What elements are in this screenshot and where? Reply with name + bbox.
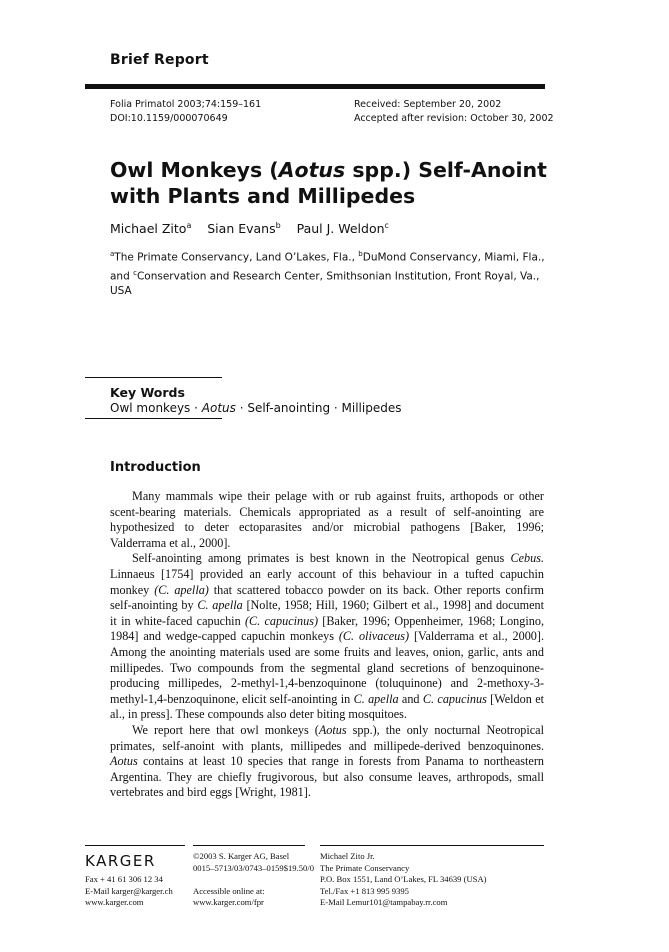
contact-email[interactable]: E-Mail Lemur101@tampabay.rr.com bbox=[320, 897, 448, 907]
journal-citation: Folia Primatol 2003;74:159–161 bbox=[110, 99, 262, 110]
accepted-date: Accepted after revision: October 30, 2002 bbox=[354, 113, 554, 124]
dates-block bbox=[354, 98, 554, 126]
received-date: Received: September 20, 2002 bbox=[354, 99, 502, 110]
author-list bbox=[110, 221, 389, 236]
correspondence-block bbox=[320, 851, 487, 909]
online-url-link[interactable]: www.karger.com/fpr bbox=[193, 897, 264, 907]
keywords-bottom-rule bbox=[85, 418, 222, 419]
keyword-separator: · bbox=[330, 401, 342, 415]
copyright: ©2003 S. Karger AG, Basel bbox=[193, 851, 290, 861]
online-label: Accessible online at: bbox=[193, 885, 265, 896]
affil-text: The Primate Conservancy, Land O’Lakes, Fla., bbox=[114, 251, 359, 264]
footer-rule bbox=[320, 845, 544, 846]
keywords-list bbox=[110, 401, 401, 415]
footer-rule bbox=[193, 845, 305, 846]
author-affil-mark: a bbox=[186, 221, 192, 230]
issn: 0015–5713/03/0743–0159$19.50/0 bbox=[193, 862, 315, 873]
affil-text: Conservation and Research Center, Smithsonian Institution, Front Royal, Va., USA bbox=[110, 270, 540, 297]
affil-mark: b bbox=[358, 250, 363, 258]
paragraph: Self-anointing among primates is best known in the Neotropical genus Cebus. Linnaeus [1754] provided an early account of this behaviour in a tufted capuchin monkey (C. apella) that scattered tobacco powder on its back. Other reports confirm self-anointing by C. apella [Nolte, 1958; Hill, 1960; Gilbert et al., 1998] and document it in white-faced capuchin (C. capucinus) [Baker, 1996; Oppenheimer, 1968; Longino, 1984] and wedge-capped capuchin monkeys (C. olivaceus) [Valderrama et al., 2000]. Among the anointing materials used are some fruits and leaves, onion, garlic, ants and millipedes. Two compounds from the segmental gland secretions of benzoquinone-producing millipedes, 2-methyl-1,4-benzoquinone (toluquinone) and 2-methoxy-3-methyl-1,4-benzoquinone, elicit self-anointing in C. apella and C. capucinus [Weldon et al., in press]. These compounds also deter biting mosquitoes. bbox=[110, 551, 544, 722]
contact-address: P.O. Box 1551, Land O’Lakes, FL 34639 (USA) bbox=[320, 874, 487, 884]
publisher-logo: KARGER bbox=[85, 852, 156, 870]
author-name: Paul J. Weldon bbox=[296, 221, 385, 237]
title-text-rest: spp.) Self-Anoint with Plants and Millipedes bbox=[110, 158, 547, 208]
body-text bbox=[110, 489, 544, 801]
header-rule bbox=[85, 84, 545, 89]
citation-block bbox=[110, 98, 261, 126]
title-genus: Aotus bbox=[278, 158, 346, 182]
affil-text: DuMond Conservancy, Miami, Fla., and bbox=[110, 251, 545, 282]
author-affil-mark: b bbox=[275, 221, 281, 230]
keyword: Millipedes bbox=[341, 401, 402, 415]
affil-mark: a bbox=[110, 250, 115, 258]
keyword: Aotus bbox=[201, 401, 236, 415]
publisher-email[interactable]: E-Mail karger@karger.ch bbox=[85, 885, 173, 896]
keywords-top-rule bbox=[85, 377, 222, 378]
contact-name: Michael Zito Jr. bbox=[320, 851, 375, 861]
section-heading-introduction: Introduction bbox=[110, 460, 201, 475]
contact-org: The Primate Conservancy bbox=[320, 862, 410, 873]
paragraph: We report here that owl monkeys (Aotus spp.), the only nocturnal Neotropical primates, self-anoint with plants, millipedes and millipede-derived benzoquinones. Aotus contains at least 10 species that range in forests from Panama to northeastern Argentina. They are chiefly frugivorous, but also consume leaves, arthropods, small vertebrates and bird eggs [Wright, 1981]. bbox=[110, 722, 544, 800]
author-name: Michael Zito bbox=[110, 221, 187, 237]
author-affil-mark: c bbox=[384, 221, 389, 230]
publisher-contact bbox=[85, 874, 173, 909]
affiliations bbox=[110, 247, 550, 299]
keyword-separator: · bbox=[190, 401, 202, 415]
contact-tel: Tel./Fax +1 813 995 9395 bbox=[320, 885, 409, 896]
section-label: Brief Report bbox=[110, 52, 209, 68]
keyword-separator: · bbox=[235, 401, 248, 415]
doi: DOI:10.1159/000070649 bbox=[110, 113, 228, 124]
author-name: Sian Evans bbox=[207, 221, 276, 237]
copyright-block bbox=[193, 851, 314, 909]
publisher-fax: Fax + 41 61 306 12 34 bbox=[85, 874, 163, 884]
paragraph: Many mammals wipe their pelage with or rub against fruits, arthopods or other scent-bearing materials. Chemicals appropriated as a result of self-anointing are hypothesized to deter ectoparasites and/or microbial pathogens [Baker, 1996; Valderrama et al., 2000]. bbox=[110, 489, 544, 550]
keyword: Self-anointing bbox=[247, 401, 331, 415]
keyword: Owl monkeys bbox=[110, 401, 191, 415]
title-text: Owl Monkeys ( bbox=[110, 158, 279, 182]
footer-rule bbox=[85, 845, 185, 846]
article-title bbox=[110, 157, 550, 209]
affil-mark: c bbox=[133, 268, 137, 277]
keywords-heading: Key Words bbox=[110, 385, 185, 400]
publisher-web-link[interactable]: www.karger.com bbox=[85, 897, 144, 907]
